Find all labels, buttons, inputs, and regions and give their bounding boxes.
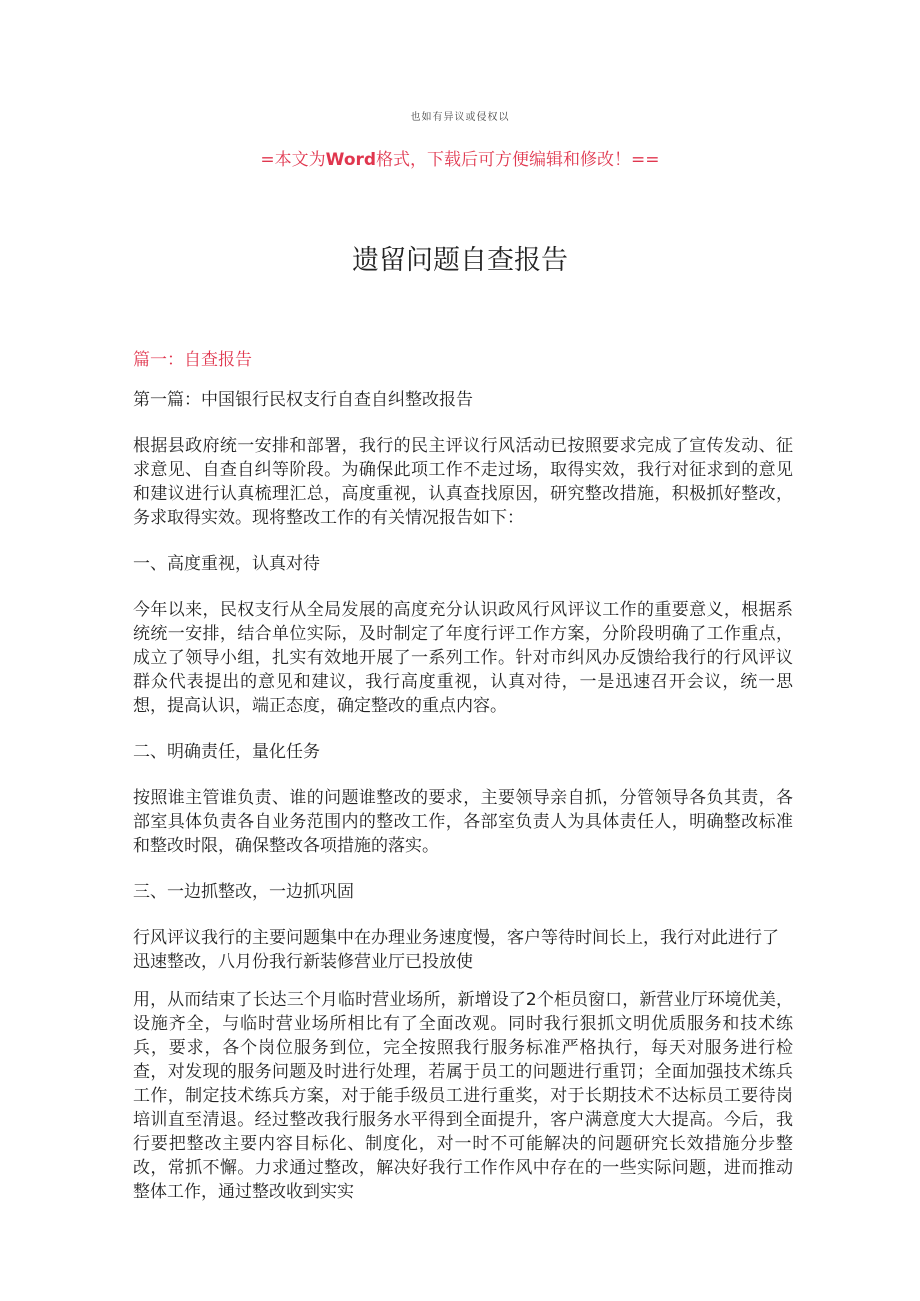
paragraph-intro: 根据县政府统一安排和部署，我行的民主评议行风活动已按照要求完成了宣传发动、征求意见、自查自纠等阶段。为确保此项工作不走过场，取得实效，我行对征求到的意见和建议进行认真梳理汇总，高度重视，认真查找原因，研究整改措施，积极抓好整改，务求取得实效。现将整改工作的有关情况报告如下： <box>133 436 793 528</box>
document-body <box>133 388 793 1226</box>
article-heading: 第一篇：中国银行民权支行自查自纠整改报告 <box>133 390 473 410</box>
subheading-1: 一、高度重视，认真对待 <box>133 554 320 574</box>
banner-suffix: 格式，下载后可方便编辑和修改！== <box>376 150 660 170</box>
banner-word: Word <box>325 150 377 170</box>
banner-prefix: =本文为 <box>260 150 326 170</box>
subheading-2: 二、明确责任，量化任务 <box>133 742 320 762</box>
section-link[interactable]: 篇一：自查报告 <box>133 350 252 370</box>
paragraph-5: 用，从而结束了长达三个月临时营业场所，新增设了2个柜员窗口，新营业厅环境优美，设施齐全，与临时营业场所相比有了全面改观。同时我行狠抓文明优质服务和技术练兵，要求，各个岗位服务到位，完全按照我行服务标准严格执行，每天对服务进行检查，对发现的服务问题及时进行处理，若属于员工的问题进行重罚；全面加强技术练兵工作，制定技术练兵方案，对于能手级员工进行重奖，对于长期技术不达标员工要待岗培训直至清退。经过整改我行服务水平得到全面提升，客户满意度大大提高。今后，我行要把整改主要内容目标化、制度化，对一时不可能解决的问题研究长效措施分步整改，常抓不懈。力求通过整改，解决好我行工作作风中存在的一些实际问题，进而推动整体工作，通过整改收到实实 <box>133 990 793 1202</box>
document-title: 遗留问题自查报告 <box>352 245 568 276</box>
paragraph-3: 按照谁主管谁负责、谁的问题谁整改的要求，主要领导亲自抓，分管领导各负其责，各部室具体负责各自业务范围内的整改工作，各部室负责人为具体责任人，明确整改标准和整改时限，确保整改各项措施的落实。 <box>133 788 793 856</box>
paragraph-2: 今年以来，民权支行从全局发展的高度充分认识政风行风评议工作的重要意义，根据系统统一安排，结合单位实际，及时制定了年度行评工作方案，分阶段明确了工作重点，成立了领导小组，扎实有效地开展了一系列工作。针对市纠风办反馈给我行的行风评议群众代表提出的意见和建议，我行高度重视，认真对待，一是迅速召开会议，统一思想，提高认识，端正态度，确定整改的重点内容。 <box>133 600 793 716</box>
word-format-banner <box>0 145 920 170</box>
top-note: 也如有异议或侵权以 <box>410 112 510 123</box>
subheading-3: 三、一边抓整改，一边抓巩固 <box>133 882 354 902</box>
paragraph-4: 行风评议我行的主要问题集中在办理业务速度慢，客户等待时间长上，我行对此进行了迅速整改，八月份我行新装修营业厅已投放使 <box>133 928 779 972</box>
